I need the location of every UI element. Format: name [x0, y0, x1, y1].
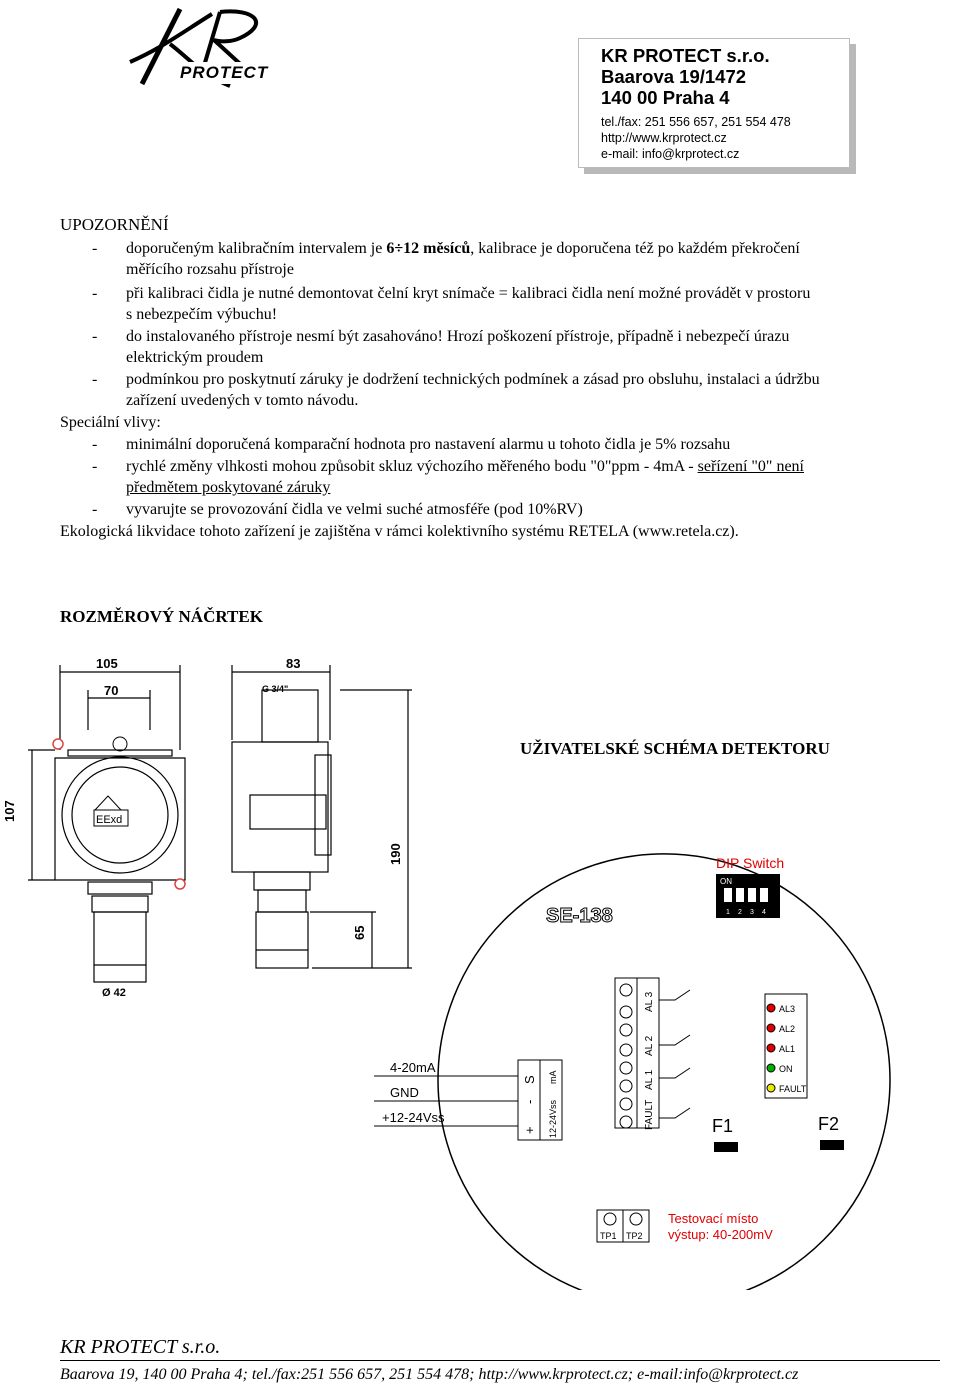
- dip-num-3: 3: [750, 909, 754, 916]
- company-logo: [120, 4, 320, 94]
- ma-label: mA: [548, 1070, 558, 1084]
- tp1-label: TP1: [600, 1231, 617, 1241]
- test-point-1[interactable]: [604, 1213, 616, 1225]
- dimensional-sketch: [0, 650, 420, 1010]
- company-city: 140 00 Praha 4: [601, 87, 730, 108]
- vss-label: 12-24Vss: [548, 1099, 558, 1138]
- dimensional-drawing: [0, 650, 420, 1010]
- warning-item-1-bold: 6÷12 měsíců: [386, 240, 471, 257]
- test-point-label-1: Testovací místo: [668, 1211, 759, 1226]
- test-point-label-2: výstup: 40-200mV: [668, 1227, 773, 1242]
- sketch-title: ROZMĚROVÝ NÁČRTEK: [60, 607, 263, 626]
- dip-num-4: 4: [762, 909, 766, 916]
- logo-graphic: [120, 4, 320, 94]
- warning-item-2: při kalibraci čidla je nutné demontovat čelní kryt snímače = kalibraci čidla není možné provádět v prostoru: [126, 285, 811, 302]
- eexd-label: EExd: [96, 814, 123, 826]
- wire-gnd: GND: [390, 1085, 419, 1100]
- special-item-2: [126, 456, 940, 477]
- fuse-f1-label: F1: [712, 1116, 734, 1136]
- company-street: Baarova 19/1472: [601, 66, 747, 87]
- led-label-on: ON: [779, 1064, 793, 1074]
- company-name: KR PROTECT s.r.o.: [601, 45, 770, 66]
- fuse-f2: [820, 1140, 844, 1150]
- footer-address: Baarova 19, 140 00 Praha 4; tel./fax:251 556 657, 251 554 478; http://www.krprotect.cz; e-mail:info@krprotect.cz: [60, 1366, 799, 1383]
- tp2-label: TP2: [626, 1231, 643, 1241]
- bullet-dash: -: [92, 501, 98, 518]
- relay-al2: AL 2: [644, 1035, 655, 1056]
- special-item-2-line2: předmětem poskytované záruky: [126, 479, 331, 496]
- thread-label: G 3/4": [262, 684, 289, 694]
- special-item-2-underline: seřízení "0" není: [697, 458, 804, 475]
- warning-item-1-text: doporučeným kalibračním intervalem je: [126, 240, 387, 257]
- special-item-1: minimální doporučená komparační hodnota pro nastavení alarmu u tohoto čidla je 5% rozsahu: [126, 436, 731, 453]
- warning-item-1-text-end: , kalibrace je doporučena též po každém překročení: [470, 240, 800, 257]
- logo-text: PROTECT: [180, 63, 269, 82]
- dim-83: 83: [286, 656, 301, 671]
- schema-title: UŽIVATELSKÉ SCHÉMA DETEKTORU: [520, 739, 830, 758]
- company-phone: tel./fax: 251 556 657, 251 554 478: [601, 115, 791, 129]
- led-al3: [767, 1004, 775, 1012]
- dim-190: 190: [388, 843, 403, 865]
- terminal-minus: -: [522, 1099, 537, 1104]
- eco-disposal-note: Ekologická likvidace tohoto zařízení je zajištěna v rámci kolektivního systému RETELA (www.retela.cz).: [60, 523, 739, 540]
- relay-al1: AL 1: [644, 1069, 655, 1090]
- bullet-dash: -: [92, 458, 98, 475]
- dip-switch-label: DIP Switch: [716, 855, 785, 871]
- dim-70: 70: [104, 683, 119, 698]
- dim-107: 107: [2, 800, 17, 822]
- warning-item-1-line2: měřícího rozsahu přístroje: [126, 261, 294, 278]
- led-label-al3: AL3: [779, 1004, 796, 1014]
- contact-box: [578, 38, 850, 168]
- dip-num-1: 1: [726, 909, 730, 916]
- dim-d42: Ø 42: [102, 987, 126, 999]
- dim-105: 105: [96, 656, 118, 671]
- special-title: Speciální vlivy:: [60, 414, 161, 431]
- warning-item-4-line2: zařízení uvedených v tomto návodu.: [126, 392, 359, 409]
- led-label-fault: FAULT: [779, 1084, 807, 1094]
- warning-item-1: [126, 238, 940, 259]
- led-fault: [767, 1084, 775, 1092]
- led-label-al2: AL2: [779, 1024, 796, 1034]
- footer-divider: [60, 1360, 940, 1361]
- warning-item-4: podmínkou pro poskytnutí záruky je dodržení technických podmínek a zásad pro obsluhu, instalaci a údržbu: [126, 371, 820, 388]
- fuse-f2-label: F2: [818, 1114, 840, 1134]
- wire-power: +12-24Vss: [382, 1110, 445, 1125]
- bullet-dash: -: [92, 371, 98, 388]
- fuse-f1: [714, 1142, 738, 1152]
- company-email[interactable]: e-mail: info@krprotect.cz: [601, 147, 740, 161]
- warning-title: UPOZORNĚNÍ: [60, 215, 169, 234]
- terminal-s: S: [522, 1075, 537, 1084]
- bullet-dash: -: [92, 436, 98, 453]
- relay-al3: AL 3: [644, 991, 655, 1012]
- model-label: SE-138: [546, 905, 613, 927]
- dip-num-2: 2: [738, 909, 742, 916]
- led-al2: [767, 1024, 775, 1032]
- terminal-plus: +: [522, 1126, 537, 1134]
- dip-on-label: ON: [720, 877, 732, 886]
- warning-item-3: do instalovaného přístroje nesmí být zasahováno! Hrozí poškození přístroje, případně i nebezpečí úrazu: [126, 328, 790, 345]
- bullet-dash: -: [92, 285, 98, 302]
- dim-65: 65: [352, 925, 367, 940]
- led-on: [767, 1064, 775, 1072]
- footer-company: KR PROTECT s.r.o.: [60, 1336, 221, 1358]
- wire-420ma: 4-20mA: [390, 1060, 436, 1075]
- led-al1: [767, 1044, 775, 1052]
- special-item-2-text: rychlé změny vlhkosti mohou způsobit skluz výchozího měřeného bodu "0"ppm - 4mA -: [126, 458, 698, 475]
- company-web[interactable]: http://www.krprotect.cz: [601, 131, 727, 145]
- warning-item-2-line2: s nebezpečím výbuchu!: [126, 306, 278, 323]
- schema-drawing: [360, 850, 930, 1290]
- bullet-dash: -: [92, 328, 98, 345]
- bullet-dash: -: [92, 240, 98, 257]
- test-point-2[interactable]: [630, 1213, 642, 1225]
- led-label-al1: AL1: [779, 1044, 796, 1054]
- warning-item-3-line2: elektrickým proudem: [126, 349, 264, 366]
- relay-fault: FAULT: [644, 1099, 655, 1130]
- special-item-3: vyvarujte se provozování čidla ve velmi suché atmosféře (pod 10%RV): [126, 501, 583, 518]
- detector-schema: [360, 850, 930, 1290]
